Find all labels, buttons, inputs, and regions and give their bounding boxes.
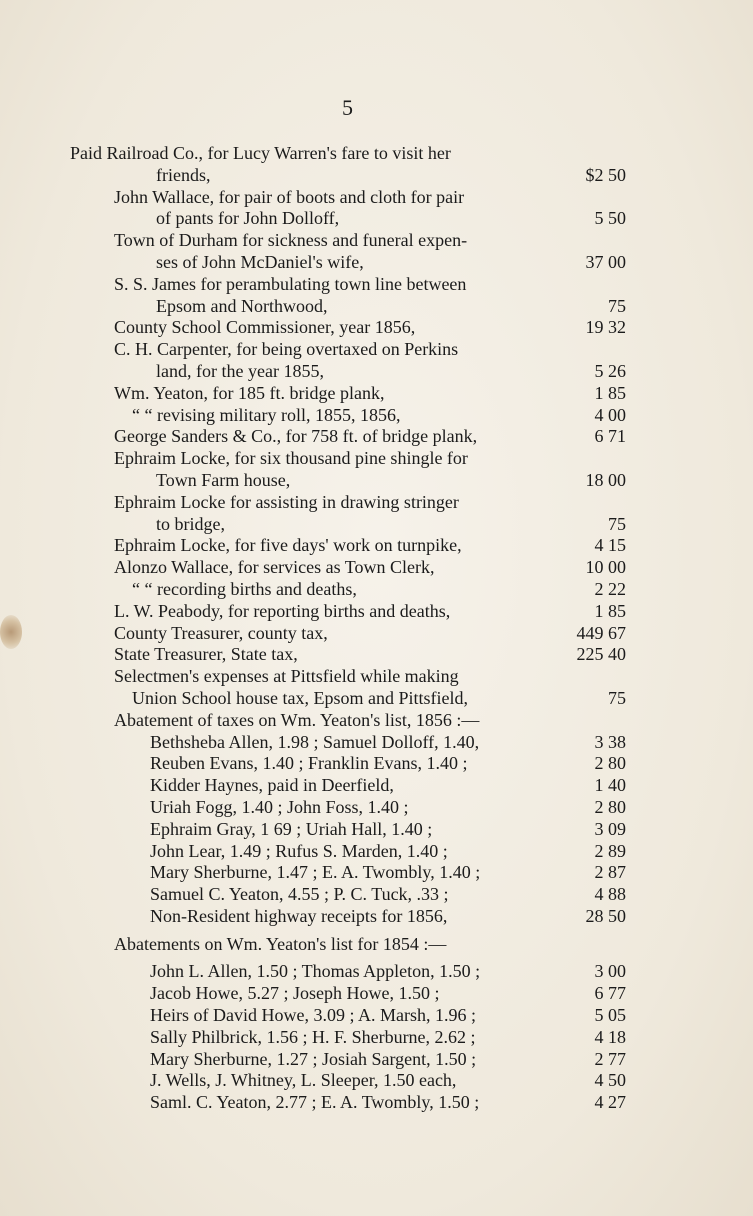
entry-amount: 2 89: [594, 840, 626, 861]
ledger-row: [70, 1027, 626, 1049]
ledger-row: [70, 1070, 626, 1092]
entry-text: Union School house tax, Epsom and Pittsfield,: [132, 687, 468, 708]
ledger-row: [70, 296, 626, 318]
entry-text: Reuben Evans, 1.40 ; Franklin Evans, 1.40 ;: [150, 753, 468, 774]
entry-text: S. S. James for perambulating town line between: [114, 273, 467, 294]
ledger-row: [70, 143, 626, 165]
entry-text: ses of John McDaniel's wife,: [156, 251, 364, 272]
entry-text: George Sanders & Co., for 758 ft. of bridge plank,: [114, 426, 478, 447]
entry-amount: 5 50: [594, 208, 626, 229]
ledger-row: [70, 1049, 626, 1071]
entry-text: Jacob Howe, 5.27 ; Joseph Howe, 1.50 ;: [150, 983, 440, 1004]
ledger-row: [70, 862, 626, 884]
entry-amount: 449 67: [576, 622, 626, 643]
entry-amount: 28 50: [585, 905, 626, 926]
ledger-row: [70, 644, 626, 666]
ledger-row: [70, 579, 626, 601]
ledger-row: [70, 361, 626, 383]
ledger-row: [70, 230, 626, 252]
entry-text: John Lear, 1.49 ; Rufus S. Marden, 1.40 ;: [150, 840, 448, 861]
entry-amount: 75: [608, 687, 626, 708]
ledger-row: [70, 339, 626, 361]
entry-amount: 2 22: [594, 578, 626, 599]
entry-text: Ephraim Locke, for five days' work on turnpike,: [114, 535, 462, 556]
ledger-row: [70, 557, 626, 579]
entry-text: Mary Sherburne, 1.27 ; Josiah Sargent, 1.50 ;: [150, 1048, 477, 1069]
entry-amount: 2 80: [594, 753, 626, 774]
ledger-row: [70, 252, 626, 274]
ledger-row: [70, 884, 626, 906]
entry-text: Abatement of taxes on Wm. Yeaton's list, 1856 :—: [114, 709, 480, 730]
entry-amount: 1 40: [594, 775, 626, 796]
ledger-row: [70, 187, 626, 209]
ledger-row: [70, 492, 626, 514]
page-number: 5: [342, 95, 353, 120]
entry-text: Uriah Fogg, 1.40 ; John Foss, 1.40 ;: [150, 796, 409, 817]
entry-text: County School Commissioner, year 1856,: [114, 317, 416, 338]
ledger-row: [70, 601, 626, 623]
entry-amount: 3 09: [594, 818, 626, 839]
ledger-row: [70, 775, 626, 797]
entry-text: Epsom and Northwood,: [156, 295, 328, 316]
ledger-row: [70, 710, 626, 732]
ledger-row: [70, 535, 626, 557]
entry-text: L. W. Peabody, for reporting births and deaths,: [114, 600, 451, 621]
entry-text: John L. Allen, 1.50 ; Thomas Appleton, 1.50 ;: [150, 961, 481, 982]
ledger-row: [70, 753, 626, 775]
ledger-row: [70, 317, 626, 339]
entry-amount: 4 00: [594, 404, 626, 425]
ledger-row: [70, 819, 626, 841]
ledger-row: [70, 797, 626, 819]
ledger-row: [70, 165, 626, 187]
entry-amount: 3 38: [594, 731, 626, 752]
ledger-row: [70, 208, 626, 230]
entry-text: friends,: [156, 164, 211, 185]
ledger-row: [70, 732, 626, 754]
entry-amount: 75: [608, 513, 626, 534]
entry-amount: 4 18: [594, 1026, 626, 1047]
entry-text: Kidder Haynes, paid in Deerfield,: [150, 775, 394, 796]
ledger-row: [70, 274, 626, 296]
entry-amount: 4 50: [594, 1070, 626, 1091]
entry-amount: 18 00: [585, 469, 626, 490]
entry-text: Ephraim Locke for assisting in drawing stringer: [114, 491, 459, 512]
entry-text: of pants for John Dolloff,: [156, 208, 340, 229]
entry-text: Heirs of David Howe, 3.09 ; A. Marsh, 1.96 ;: [150, 1005, 476, 1026]
entry-amount: 225 40: [576, 644, 626, 665]
entry-amount: 4 88: [594, 884, 626, 905]
entry-text: land, for the year 1855,: [156, 360, 324, 381]
entry-text: Selectmen's expenses at Pittsfield while making: [114, 666, 459, 687]
ledger-row: [70, 841, 626, 863]
entry-text: Wm. Yeaton, for 185 ft. bridge plank,: [114, 382, 385, 403]
entry-text: Town Farm house,: [156, 469, 291, 490]
ledger-row: [70, 934, 626, 956]
entry-text: Bethsheba Allen, 1.98 ; Samuel Dolloff, 1.40,: [150, 731, 480, 752]
ledger-row: [70, 1092, 626, 1114]
entry-text: C. H. Carpenter, for being overtaxed on Perkins: [114, 339, 459, 360]
entry-text: Sally Philbrick, 1.56 ; H. F. Sherburne, 2.62 ;: [150, 1026, 476, 1047]
entry-text: J. Wells, J. Whitney, L. Sleeper, 1.50 each,: [150, 1070, 457, 1091]
entry-text: State Treasurer, State tax,: [114, 644, 298, 665]
entry-text: Samuel C. Yeaton, 4.55 ; P. C. Tuck, .33 ;: [150, 884, 449, 905]
entry-text: John Wallace, for pair of boots and cloth for pair: [114, 186, 465, 207]
entry-amount: 2 80: [594, 796, 626, 817]
entry-amount: 2 77: [594, 1048, 626, 1069]
entry-text: Ephraim Locke, for six thousand pine shingle for: [114, 448, 468, 469]
entry-amount: 1 85: [594, 382, 626, 403]
entry-text: Alonzo Wallace, for services as Town Clerk,: [114, 557, 435, 578]
entry-amount: 19 32: [585, 317, 626, 338]
ledger-row: [70, 906, 626, 928]
ledger-row: [70, 623, 626, 645]
entry-amount: 3 00: [594, 961, 626, 982]
entry-amount: 4 15: [594, 535, 626, 556]
entry-amount: 5 26: [594, 360, 626, 381]
entry-text: “ “ recording births and deaths,: [132, 578, 357, 599]
ledger-row: [70, 405, 626, 427]
entry-amount: 6 77: [594, 983, 626, 1004]
ledger-row: [70, 983, 626, 1005]
entry-text: Non-Resident highway receipts for 1856,: [150, 905, 448, 926]
ledger-row: [70, 961, 626, 983]
paper-stain: [0, 615, 22, 649]
entry-amount: 10 00: [585, 557, 626, 578]
entry-text: Ephraim Gray, 1 69 ; Uriah Hall, 1.40 ;: [150, 818, 433, 839]
entry-text: Paid Railroad Co., for Lucy Warren's fare to visit her: [70, 143, 451, 163]
expense-ledger: [70, 143, 626, 1114]
entry-text: Mary Sherburne, 1.47 ; E. A. Twombly, 1.40 ;: [150, 862, 481, 883]
entry-amount: $2 50: [585, 164, 626, 185]
ledger-row: [70, 1005, 626, 1027]
entry-text: County Treasurer, county tax,: [114, 622, 328, 643]
entry-amount: 37 00: [585, 251, 626, 272]
ledger-row: [70, 688, 626, 710]
entry-text: Town of Durham for sickness and funeral expen-: [114, 230, 468, 251]
ledger-row: [70, 383, 626, 405]
entry-text: Saml. C. Yeaton, 2.77 ; E. A. Twombly, 1.50 ;: [150, 1092, 480, 1113]
entry-amount: 2 87: [594, 862, 626, 883]
ledger-row: [70, 448, 626, 470]
ledger-row: [70, 426, 626, 448]
ledger-row: [70, 666, 626, 688]
entry-amount: 4 27: [594, 1092, 626, 1113]
entry-amount: 75: [608, 295, 626, 316]
entry-amount: 1 85: [594, 600, 626, 621]
ledger-row: [70, 470, 626, 492]
entry-text: “ “ revising military roll, 1855, 1856,: [132, 404, 401, 425]
entry-text: to bridge,: [156, 513, 225, 534]
entry-amount: 6 71: [594, 426, 626, 447]
entry-text: Abatements on Wm. Yeaton's list for 1854 :—: [114, 933, 447, 954]
entry-amount: 5 05: [594, 1005, 626, 1026]
ledger-row: [70, 514, 626, 536]
